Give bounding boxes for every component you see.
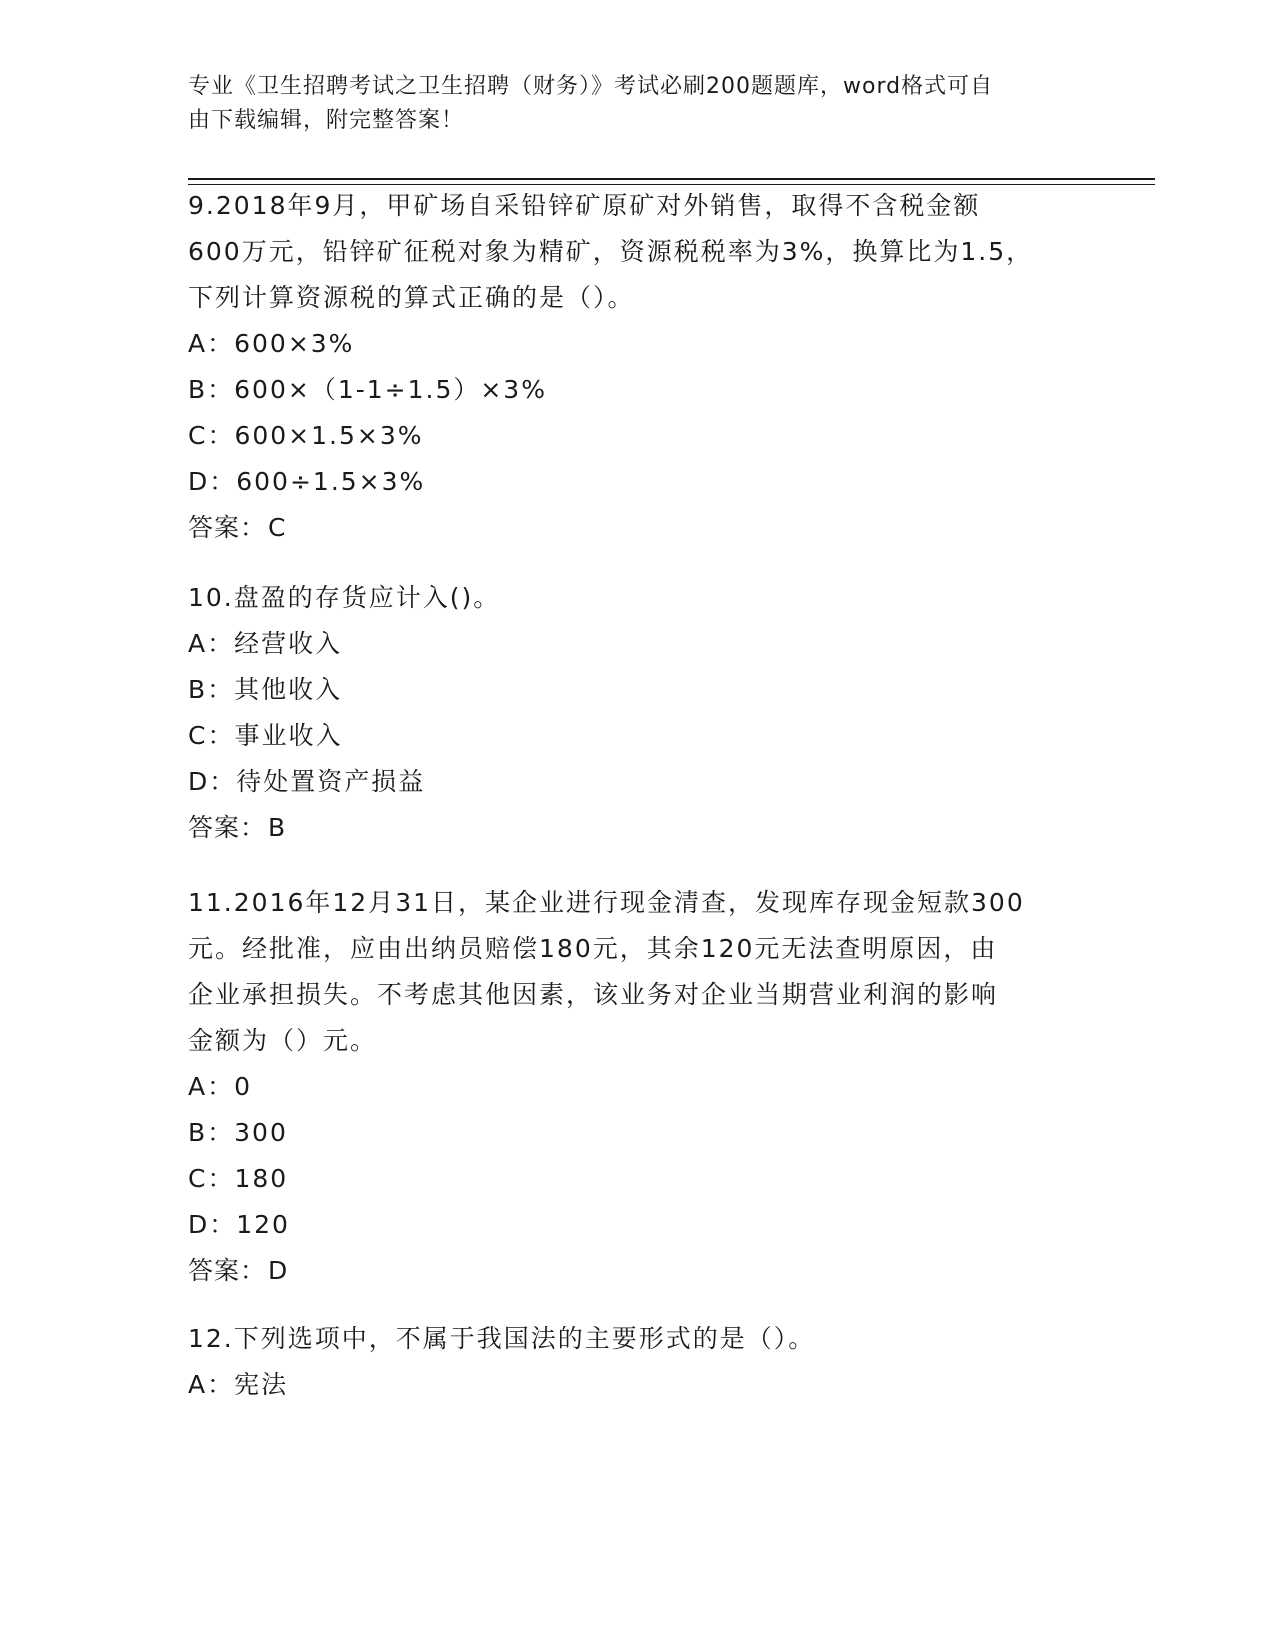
option-a: A：宪法 <box>188 1370 289 1399</box>
option-b: B：600×（1-1÷1.5）×3% <box>188 375 547 404</box>
header-title-line-1: 专业《卫生招聘考试之卫生招聘（财务）》考试必刷200题题库，word格式可自 <box>188 74 994 99</box>
option-a: A：600×3% <box>188 329 355 358</box>
question-stem-line: 12.下列选项中，不属于我国法的主要形式的是（）。 <box>188 1324 816 1353</box>
question-stem-line: 10.盘盈的存货应计入()。 <box>188 583 501 612</box>
question-11 <box>188 880 1088 1294</box>
question-stem-line: 下列计算资源税的算式正确的是（）。 <box>188 283 635 312</box>
question-12 <box>188 1316 1088 1408</box>
question-stem-line: 9.2018年9月，甲矿场自采铅锌矿原矿对外销售，取得不含税金额 <box>188 191 981 220</box>
option-b: B：300 <box>188 1118 288 1147</box>
option-c: C：180 <box>188 1164 289 1193</box>
question-stem-line: 元。经批准，应由出纳员赔偿180元，其余120元无法查明原因，由 <box>188 934 998 963</box>
option-c: C：600×1.5×3% <box>188 421 424 450</box>
answer-value: C <box>268 513 287 542</box>
option-d: D：待处置资产损益 <box>188 767 426 796</box>
answer-label: 答案： <box>188 513 267 542</box>
document-header <box>188 70 1088 138</box>
option-d: D：120 <box>188 1210 290 1239</box>
question-stem-line: 600万元，铅锌矿征税对象为精矿，资源税税率为3%，换算比为1.5， <box>188 237 1034 266</box>
answer <box>188 505 1088 551</box>
option-d: D：600÷1.5×3% <box>188 467 426 496</box>
option-a: A：0 <box>188 1072 253 1101</box>
answer <box>188 805 1088 851</box>
question-stem-line: 企业承担损失。不考虑其他因素，该业务对企业当期营业利润的影响 <box>188 980 999 1009</box>
answer-label: 答案： <box>188 1256 267 1285</box>
option-b: B：其他收入 <box>188 675 343 704</box>
answer-value: B <box>268 813 287 842</box>
header-title-line-2: 由下载编辑，附完整答案！ <box>188 108 465 133</box>
option-c: C：事业收入 <box>188 721 343 750</box>
question-stem-line: 金额为（）元。 <box>188 1026 378 1055</box>
question-9 <box>188 183 1088 551</box>
answer <box>188 1248 1088 1294</box>
option-a: A：经营收入 <box>188 629 343 658</box>
answer-label: 答案： <box>188 813 267 842</box>
question-10 <box>188 575 1088 851</box>
header-divider-thick <box>188 178 1155 180</box>
answer-value: D <box>268 1256 289 1285</box>
question-stem-line: 11.2016年12月31日，某企业进行现金清查，发现库存现金短款300 <box>188 888 1025 917</box>
